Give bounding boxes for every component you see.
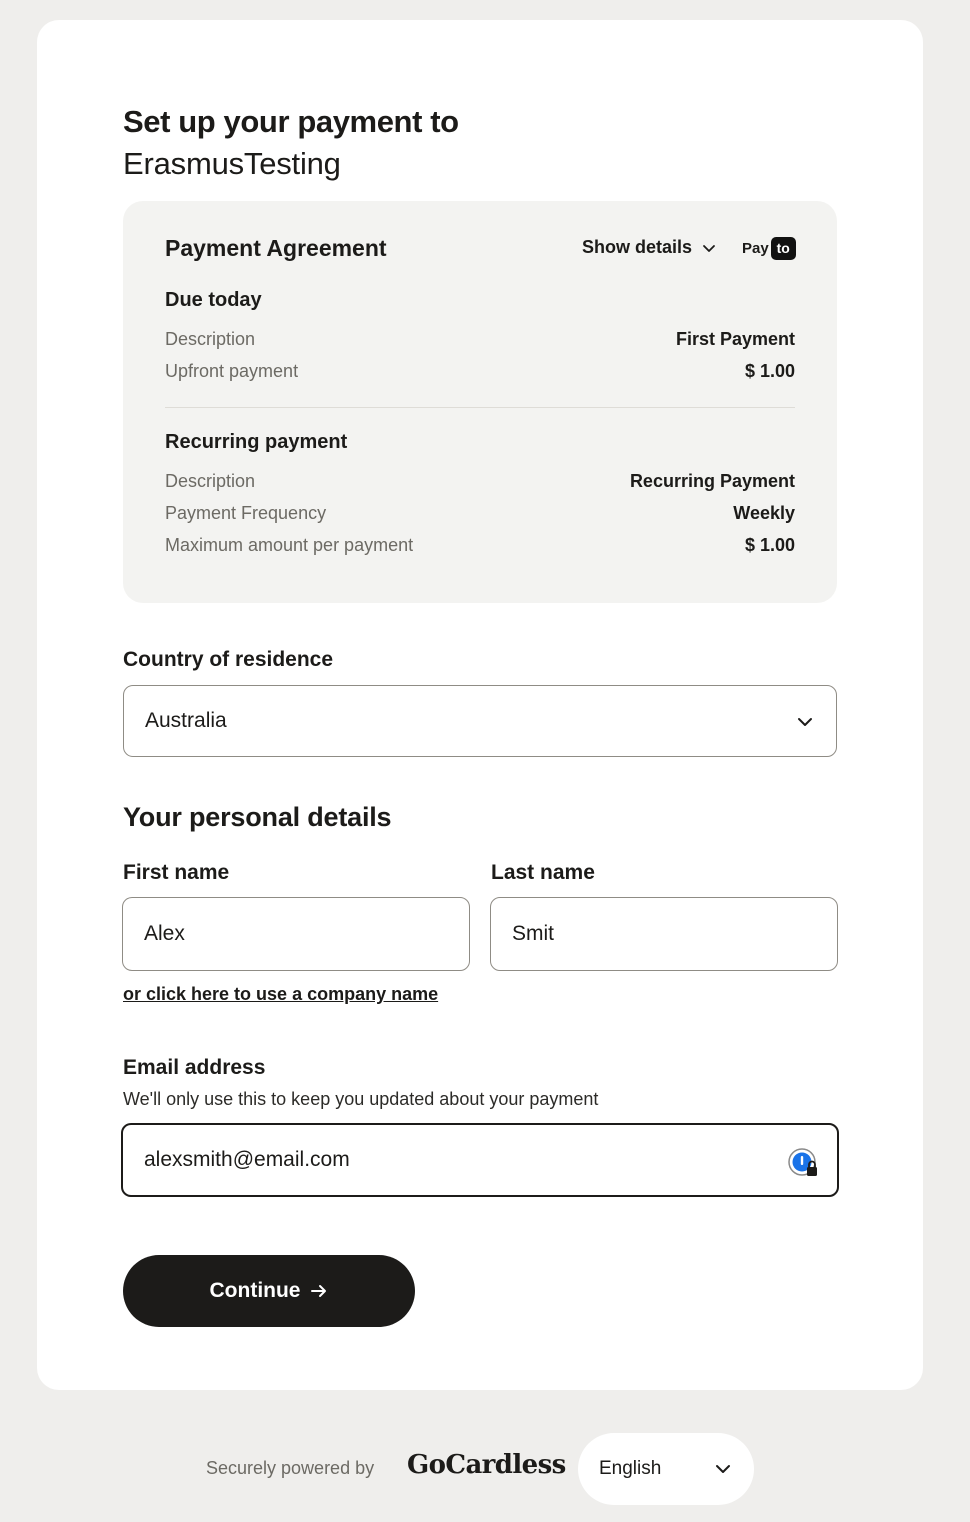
recurring-row-label: Description xyxy=(165,471,256,491)
password-manager-icon[interactable] xyxy=(787,1147,819,1179)
due-today-title: Due today xyxy=(165,289,262,311)
recurring-row-value: Recurring Payment xyxy=(629,471,795,491)
payment-agreement-summary xyxy=(123,201,837,603)
recurring-row xyxy=(165,471,795,492)
recurring-row-label: Payment Frequency xyxy=(165,503,327,523)
email-value: alexsmith@email.com xyxy=(144,1148,350,1171)
last-name-label: Last name xyxy=(491,861,595,884)
recurring-row-label: Maximum amount per payment xyxy=(165,535,414,555)
email-input[interactable] xyxy=(121,1123,839,1197)
country-value: Australia xyxy=(145,709,227,732)
email-label: Email address xyxy=(123,1056,266,1079)
language-value: English xyxy=(599,1458,662,1479)
country-select[interactable] xyxy=(123,685,837,757)
due-row xyxy=(165,329,795,350)
payment-card xyxy=(37,20,923,1390)
recurring-row xyxy=(165,535,795,556)
last-name-value: Smit xyxy=(512,922,554,945)
email-hint: We'll only use this to keep you updated about your payment xyxy=(123,1089,599,1109)
payto-logo xyxy=(742,237,796,260)
powered-by-text: Securely powered by xyxy=(206,1458,375,1478)
last-name-input[interactable] xyxy=(490,897,838,971)
country-label: Country of residence xyxy=(123,648,334,671)
recurring-row-value: $ 1.00 xyxy=(744,535,795,555)
continue-button[interactable] xyxy=(123,1255,415,1327)
merchant-name: ErasmusTesting xyxy=(123,146,341,181)
recurring-row xyxy=(165,503,795,524)
summary-divider xyxy=(165,407,795,408)
chevron-down-icon xyxy=(796,713,814,731)
arrow-right-icon xyxy=(310,1282,328,1300)
first-name-value: Alex xyxy=(144,922,185,945)
first-name-input[interactable] xyxy=(122,897,470,971)
show-details-label: Show details xyxy=(582,237,693,257)
recurring-title: Recurring payment xyxy=(165,431,348,453)
gocardless-logo: GoCardless xyxy=(407,1450,566,1480)
due-row-label: Upfront payment xyxy=(165,361,299,381)
due-row xyxy=(165,361,795,382)
payto-text: Pay xyxy=(742,240,769,257)
language-select[interactable] xyxy=(578,1433,754,1505)
first-name-label: First name xyxy=(123,861,230,884)
show-details-button[interactable] xyxy=(582,237,716,258)
chevron-down-icon xyxy=(714,1460,732,1478)
page-title: Set up your payment to xyxy=(123,104,459,139)
continue-label: Continue xyxy=(209,1279,301,1302)
payto-badge: to xyxy=(771,237,796,260)
agreement-title: Payment Agreement xyxy=(165,235,387,261)
company-name-link[interactable]: or click here to use a company name xyxy=(123,984,439,1004)
due-row-value: $ 1.00 xyxy=(744,361,795,381)
due-row-label: Description xyxy=(165,329,256,349)
personal-details-title: Your personal details xyxy=(123,802,392,832)
chevron-down-icon xyxy=(702,241,716,255)
due-row-value: First Payment xyxy=(675,329,795,349)
recurring-row-value: Weekly xyxy=(733,503,795,523)
